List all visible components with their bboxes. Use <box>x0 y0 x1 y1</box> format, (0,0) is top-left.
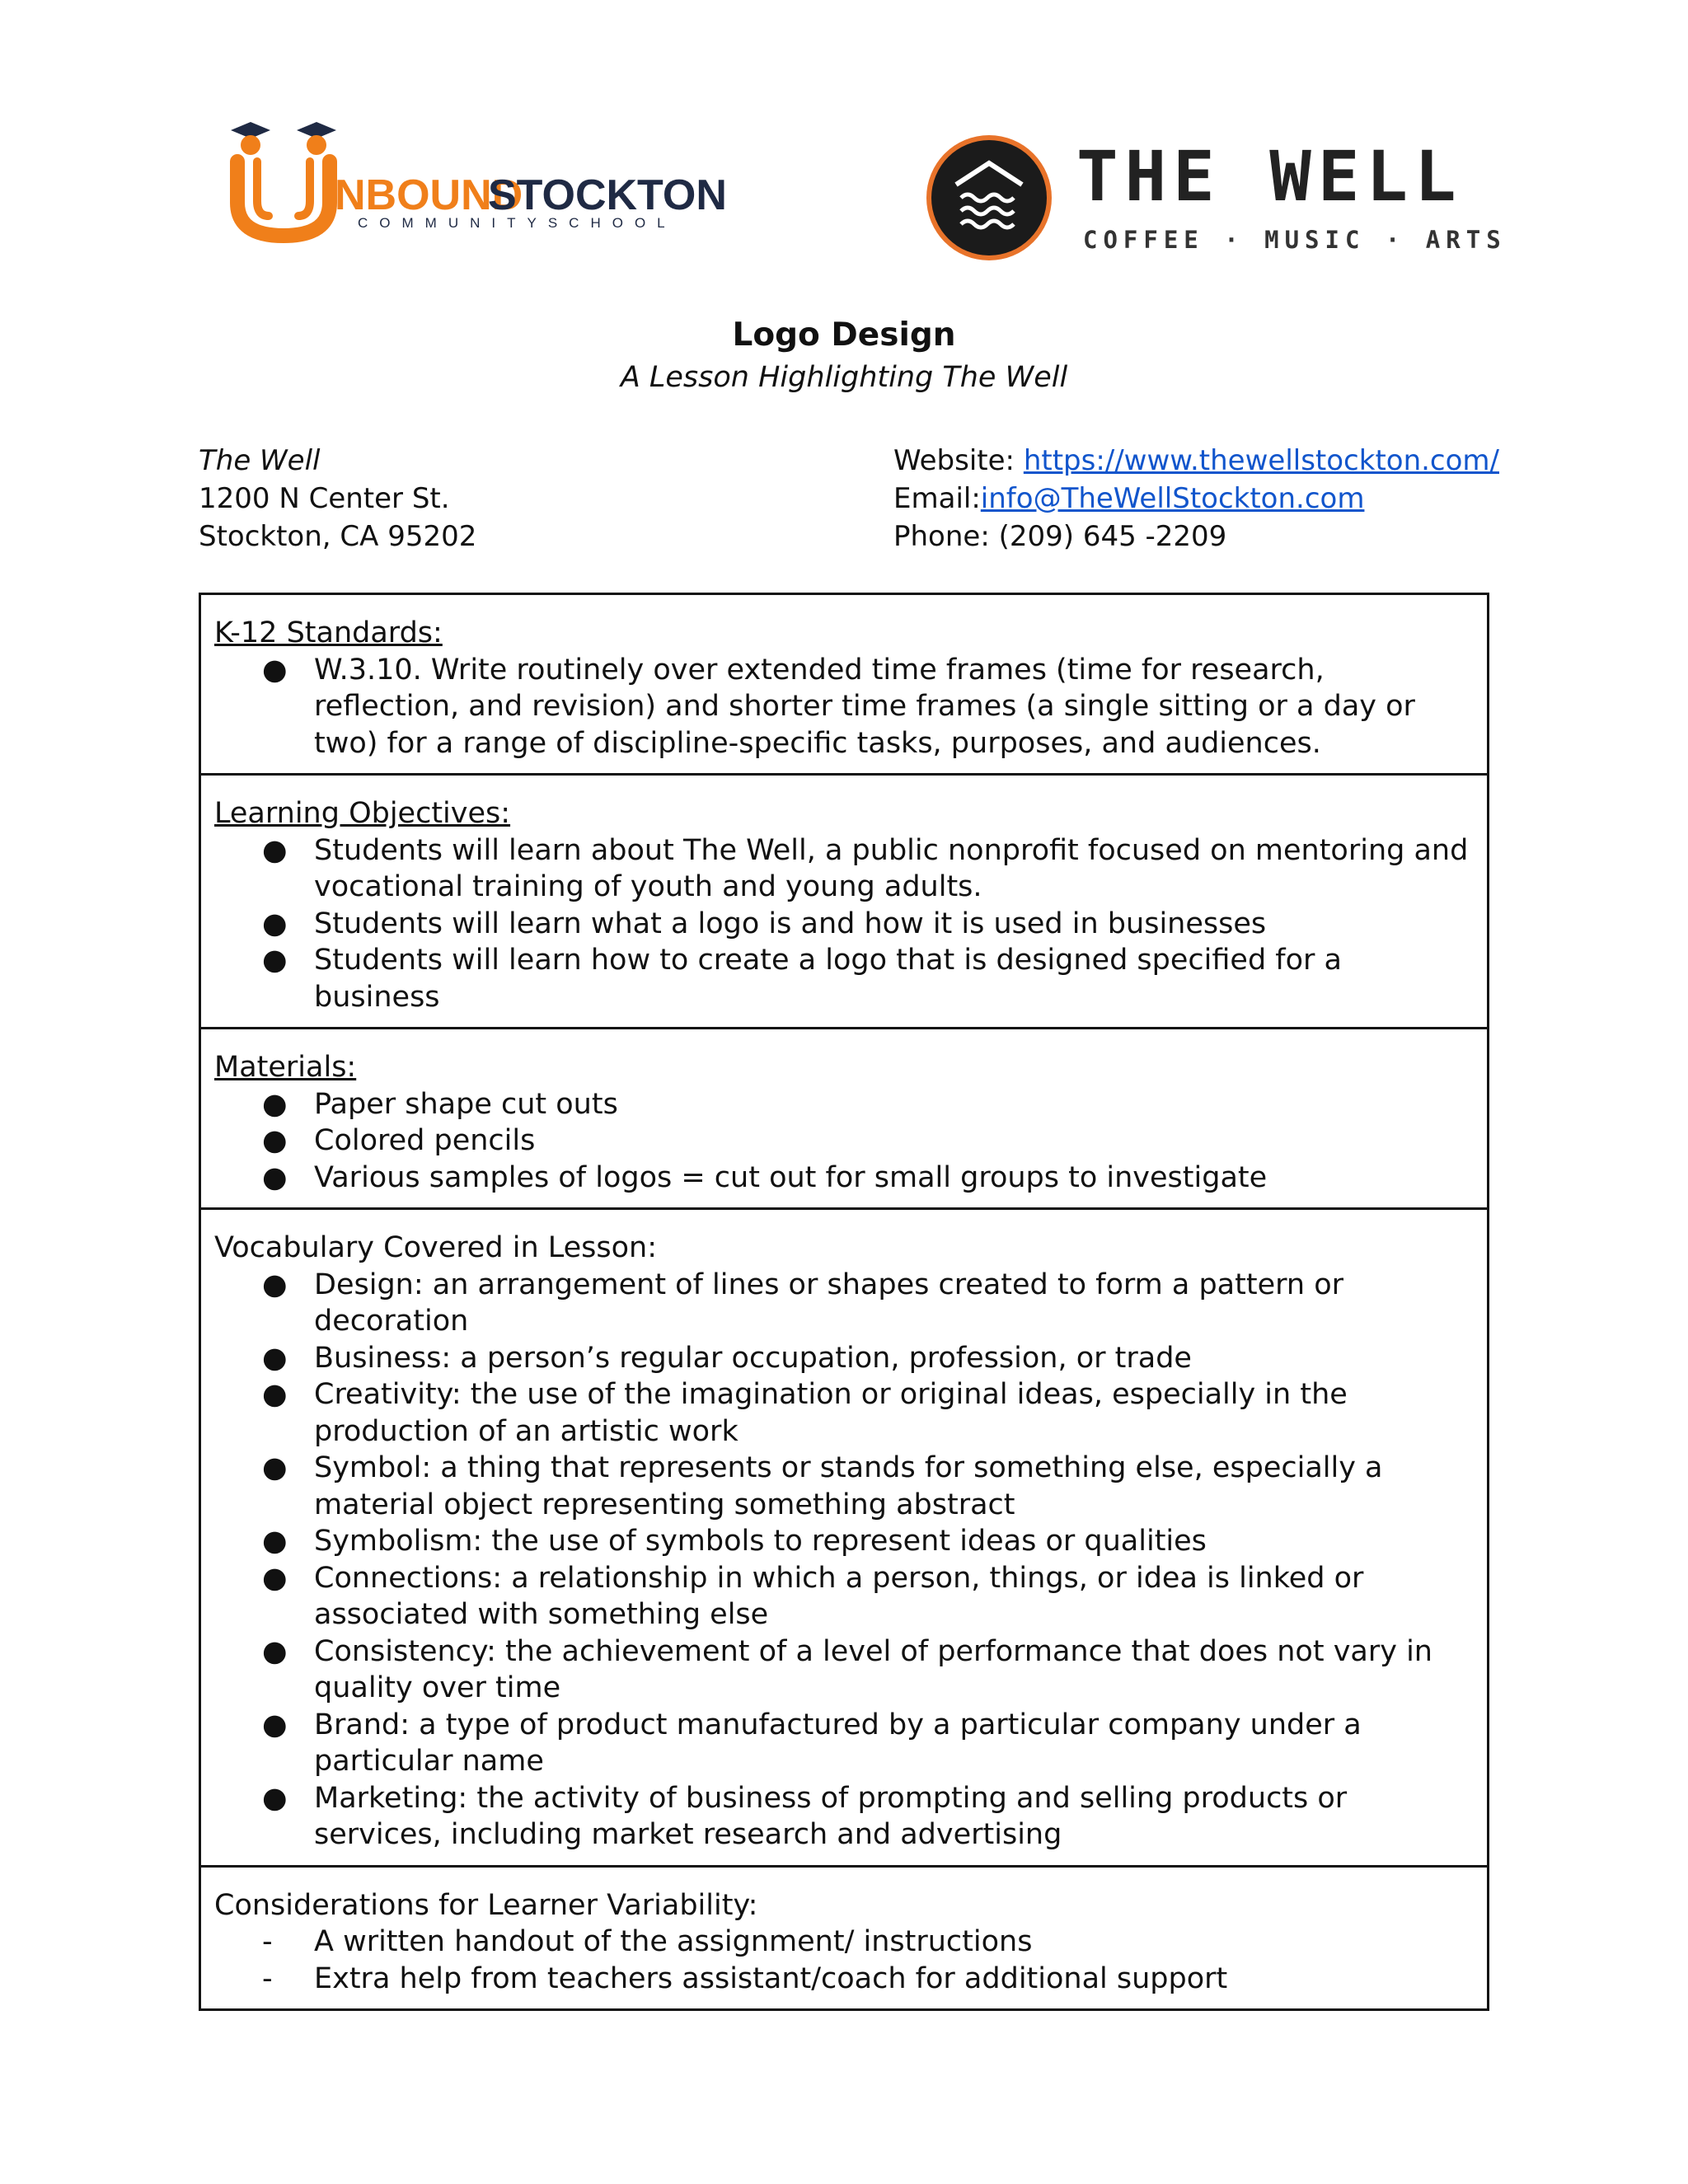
website-label: Website: <box>893 444 1024 477</box>
materials-heading: Materials: <box>214 1051 357 1084</box>
dash-marker: - <box>262 1961 273 1995</box>
email-line <box>893 480 1499 518</box>
variability-heading: Considerations for Learner Variability: <box>214 1888 758 1922</box>
standards-section <box>201 595 1487 773</box>
list-item: ● Paper shape cut outs <box>214 1086 1472 1123</box>
bullet-marker: ● <box>262 1124 288 1157</box>
objectives-list <box>214 832 1472 1016</box>
bullet-marker: ● <box>262 907 288 940</box>
list-item: ● Marketing: the activity of business of prompting and selling products or services, including market research and advertising <box>262 1781 1348 1851</box>
organization-name: The Well <box>199 444 321 477</box>
the-well-wordmark: THE WELL <box>1076 136 1463 217</box>
dash-marker: - <box>262 1925 273 1958</box>
bullet-marker: ● <box>262 1160 288 1194</box>
list-item: ● Symbol: a thing that represents or stands for something else, especially a material object representing something abstract <box>262 1451 1383 1521</box>
list-item: ● Students will learn how to create a logo that is designed specified for a business <box>262 944 1342 1014</box>
stockton-word: STOCKTON <box>488 171 727 219</box>
list-item: - Extra help from teachers assistant/coach for additional support <box>214 1961 1472 1998</box>
document-subtitle: A Lesson Highlighting The Well <box>620 361 1068 394</box>
email-label: Email: <box>893 482 981 515</box>
website-link[interactable]: https://www.thewellstockton.com/ <box>1023 444 1499 477</box>
unbound-word: NBOUND <box>335 171 523 219</box>
list-item: ● Design: an arrangement of lines or shapes created to form a pattern or decoration <box>262 1268 1343 1338</box>
community-school-tagline: COMMUNITYSCHOOL <box>358 215 677 231</box>
email-link[interactable]: info@TheWellStockton.com <box>980 482 1365 515</box>
vocabulary-list <box>214 1267 1472 1854</box>
bullet-marker: ● <box>262 1781 288 1815</box>
list-item: ● Brand: a type of product manufactured by a particular company under a particular name <box>262 1708 1362 1778</box>
standards-heading: K-12 Standards: <box>214 616 443 649</box>
the-well-tagline: COFFEE · MUSIC · ARTS <box>1083 226 1507 254</box>
list-item: ● Consistency: the achievement of a level of performance that does not vary in quality over time <box>262 1634 1432 1704</box>
bullet-marker: ● <box>262 1341 288 1375</box>
list-item: ● Symbolism: the use of symbols to represent ideas or qualities <box>214 1523 1472 1560</box>
materials-section <box>201 1027 1487 1207</box>
list-item: - A written handout of the assignment/ instructions <box>214 1924 1472 1961</box>
city-state-zip: Stockton, CA 95202 <box>199 520 477 553</box>
unbound-stockton-logo <box>226 120 727 244</box>
list-item: ● Various samples of logos = cut out for small groups to investigate <box>214 1160 1472 1197</box>
variability-section <box>201 1865 1487 2009</box>
bullet-marker: ● <box>262 1561 288 1595</box>
phone-line: Phone: (209) 645 -2209 <box>893 520 1227 553</box>
vocabulary-section <box>201 1207 1487 1865</box>
variability-list <box>214 1924 1472 1997</box>
the-well-logo <box>925 134 1507 265</box>
contact-address-block <box>199 442 476 555</box>
bullet-marker: ● <box>262 1268 288 1301</box>
objectives-section <box>201 773 1487 1027</box>
bullet-marker: ● <box>262 653 288 687</box>
bullet-marker: ● <box>262 1451 288 1484</box>
materials-list <box>214 1086 1472 1197</box>
list-item: ● Colored pencils <box>214 1122 1472 1160</box>
bullet-marker: ● <box>262 1525 288 1558</box>
vocabulary-heading: Vocabulary Covered in Lesson: <box>214 1231 658 1264</box>
unbound-stockton-logo-graphic <box>226 120 727 244</box>
standards-list <box>214 652 1472 762</box>
the-well-emblem-icon <box>925 134 1053 262</box>
lesson-plan-table <box>199 593 1489 2011</box>
street-address: 1200 N Center St. <box>199 482 450 515</box>
list-item: ● W.3.10. Write routinely over extended time frames (time for research, reflection, and revision) and shorter time frames (a single sitting or a day or two) for a range of discipline-specific tasks, purposes, and audiences. <box>262 653 1415 760</box>
bullet-marker: ● <box>262 1378 288 1411</box>
bullet-marker: ● <box>262 833 288 867</box>
contact-info-block <box>893 442 1499 555</box>
bullet-marker: ● <box>262 1708 288 1741</box>
bullet-marker: ● <box>262 1634 288 1668</box>
document-title: Logo Design <box>732 316 956 354</box>
bullet-marker: ● <box>262 1087 288 1121</box>
list-item: ● Business: a person’s regular occupation, profession, or trade <box>214 1340 1472 1377</box>
list-item: ● Students will learn what a logo is and how it is used in businesses <box>214 906 1472 943</box>
bullet-marker: ● <box>262 944 288 977</box>
list-item: ● Connections: a relationship in which a person, things, or idea is linked or associated with something else <box>262 1561 1364 1631</box>
objectives-heading: Learning Objectives: <box>214 797 511 830</box>
list-item: ● Creativity: the use of the imagination or original ideas, especially in the production of an artistic work <box>262 1378 1348 1448</box>
website-line <box>893 442 1499 480</box>
list-item: ● Students will learn about The Well, a public nonprofit focused on mentoring and vocational training of youth and young adults. <box>262 833 1469 903</box>
